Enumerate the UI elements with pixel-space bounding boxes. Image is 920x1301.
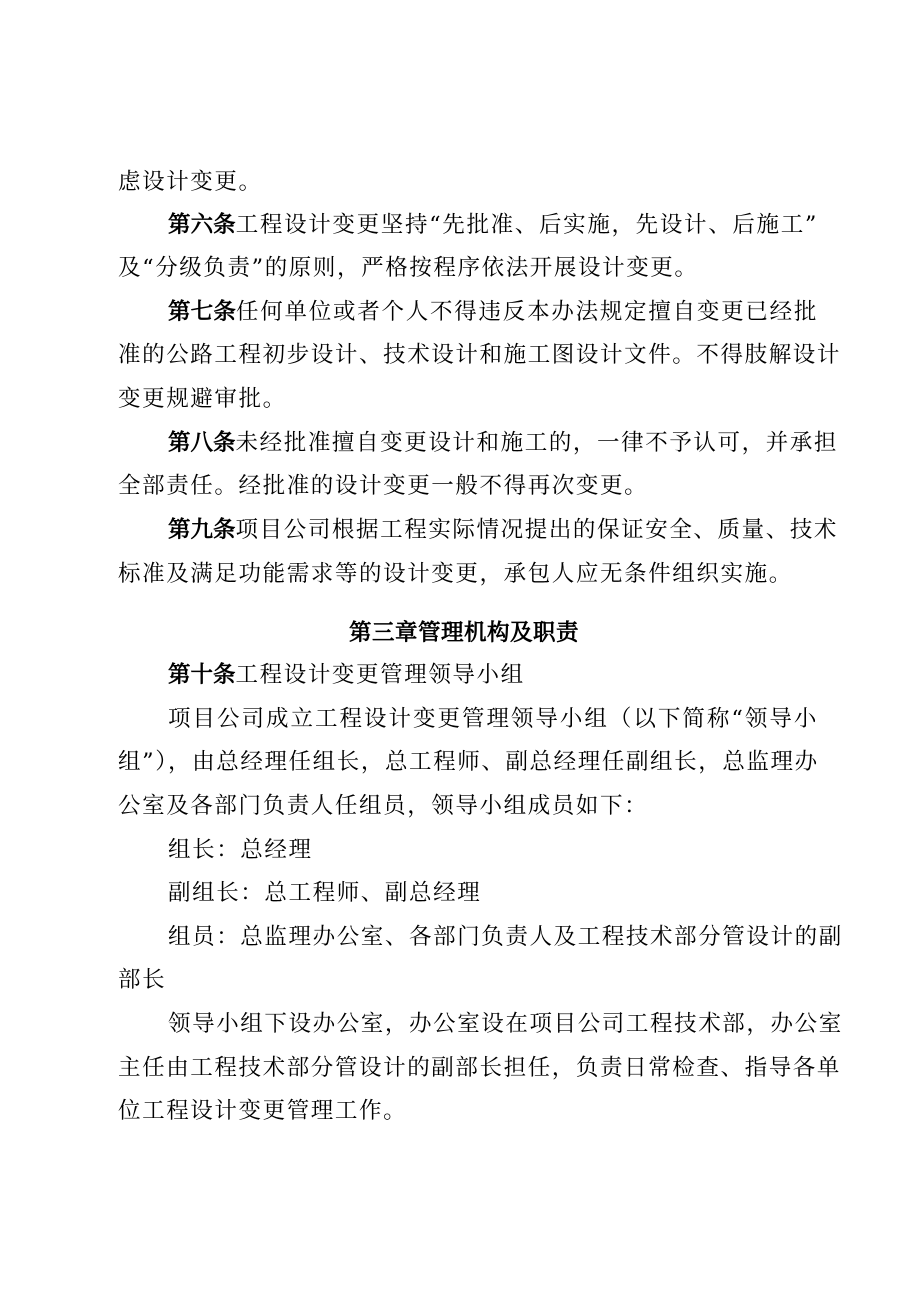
line-text: 项目公司根据工程实际情况提出的保证安全、质量、技术 <box>235 517 839 543</box>
line-text: 组员：总监理办公室、各部门负责人及工程技术部分管设计的副 <box>168 924 843 950</box>
deputy-leader-line <box>168 878 818 908</box>
article-label: 第八条 <box>168 430 236 456</box>
office-line-2 <box>118 1053 842 1083</box>
line-text: 工程设计变更管理领导小组 <box>235 662 525 688</box>
article-8-line-2 <box>118 471 818 501</box>
line-text: 副组长：总工程师、副总经理 <box>168 880 482 906</box>
article-6-line-2 <box>118 253 818 283</box>
line-text: 主任由工程技术部分管设计的副部长担任，负责日常检查、指导各单 <box>118 1055 842 1081</box>
line-text: 组长：总经理 <box>168 837 313 863</box>
line-text: 虑设计变更。 <box>118 169 263 195</box>
line-text: 未经批准擅自变更设计和施工的，一律不予认可，并承担 <box>235 430 839 456</box>
office-line-3 <box>118 1096 818 1126</box>
line-text: 领导小组下设办公室，办公室设在项目公司工程技术部，办公室 <box>168 1011 843 1037</box>
article-7-line-1 <box>168 297 818 327</box>
article-label: 第十条 <box>168 662 236 688</box>
line-text: 部长 <box>118 967 167 993</box>
line-text: 工程设计变更坚持“先批准、后实施，先设计、后施工” <box>235 212 818 238</box>
line-text: 及“分级负责”的原则，严格按程序依法开展设计变更。 <box>118 255 699 281</box>
paragraph-line-1 <box>168 704 818 734</box>
article-10-title <box>168 660 818 690</box>
line-text: 全部责任。经批准的设计变更一般不得再次变更。 <box>118 473 649 499</box>
line-text: 任何单位或者个人不得违反本办法规定擅自变更已经批 <box>235 299 818 325</box>
article-7-line-3 <box>118 384 818 414</box>
article-label: 第九条 <box>168 517 236 543</box>
office-line-1 <box>168 1009 843 1039</box>
line-text: 变更规避审批。 <box>118 386 287 412</box>
members-line-1 <box>168 922 843 952</box>
article-8-line-1 <box>168 428 839 458</box>
line-text: 公室及各部门负责人任组员，领导小组成员如下： <box>118 793 649 819</box>
article-label: 第七条 <box>168 299 236 325</box>
line-text: 项目公司成立工程设计变更管理领导小组（以下简称“领导小 <box>168 706 818 732</box>
chapter-title: 第三章管理机构及职责 <box>348 620 579 646</box>
paragraph-line-3 <box>118 791 818 821</box>
paragraph-line-2 <box>118 747 818 777</box>
article-label: 第六条 <box>168 212 236 238</box>
text-line-1 <box>118 167 818 197</box>
leader-line <box>168 835 818 865</box>
article-9-line-2 <box>118 559 818 589</box>
members-line-2 <box>118 965 818 995</box>
line-text: 准的公路工程初步设计、技术设计和施工图设计文件。不得肢解设计 <box>118 342 842 368</box>
article-6-line-1 <box>168 210 818 240</box>
chapter-heading <box>0 618 920 648</box>
line-text: 位工程设计变更管理工作。 <box>118 1098 408 1124</box>
line-text: 组”），由总经理任组长，总工程师、副总经理任副组长，总监理办 <box>118 749 819 775</box>
line-text: 标准及满足功能需求等的设计变更，承包人应无条件组织实施。 <box>118 561 793 587</box>
article-9-line-1 <box>168 515 839 545</box>
article-7-line-2 <box>118 340 842 370</box>
